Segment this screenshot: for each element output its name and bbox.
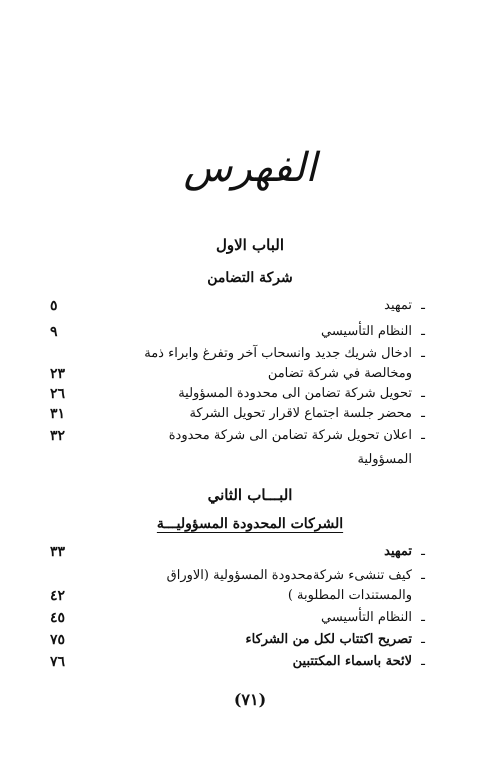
toc-entry-page: ٣٢ [50, 428, 66, 444]
page-number: (٧١) [233, 690, 267, 709]
toc-entry: ـ محضر جلسة اجتماع لاقرار تحويل الشركة ٣١ [50, 402, 430, 426]
toc-entry: ـ تمهيد ٣٣ [50, 540, 430, 564]
part-1-heading: الباب الاول [215, 236, 285, 254]
toc-entry-text: تحويل شركة تضامن الى محدودة المسؤولية [178, 386, 412, 401]
toc-entry: ـ كيف تنشىء شركةمحدودة المسؤولية (الاوراق والمستندات المطلوبة ) ٤٢ [50, 566, 430, 608]
toc-entry: ـ اعلان تحويل شركة تضامن الى شركة محدودة المسؤولية ٣٢ [50, 424, 430, 448]
toc-entry: ـ لائحة باسماء المكتتبين ٧٦ [50, 650, 430, 674]
toc-entry: ـ تصريح اكتتاب لكل من الشركاء ٧٥ [50, 628, 430, 652]
toc-entry: ـ تحويل شركة تضامن الى محدودة المسؤولية ٢٦ [50, 382, 430, 406]
toc-entry: ـ النظام التأسيسي ٤٥ [50, 606, 430, 630]
toc-entry: ـ تمهيد ٥ [50, 294, 430, 318]
toc-entry-page: ٧٥ [50, 632, 66, 648]
toc-entry-page: ٤٥ [50, 610, 66, 626]
toc-entry-text: كيف تنشىء شركةمحدودة المسؤولية (الاوراق والمستندات المطلوبة ) [166, 568, 412, 603]
part-2-subheading: الشركات المحدودة المسؤوليـــة [156, 516, 344, 532]
toc-entry-page: ٥ [50, 298, 58, 314]
toc-entry-page: ٣١ [50, 406, 66, 422]
part-2-heading: البـــاب الثاني [207, 486, 293, 504]
toc-entry: ـ ادخال شريك جديد وانسحاب آخر وتفرغ وابراء ذمة ومخالصة في شركة تضامن ٢٣ [50, 344, 430, 386]
toc-entry-page: ٧٦ [50, 654, 66, 670]
toc-entry-text: محضر جلسة اجتماع لاقرار تحويل الشركة [189, 406, 412, 421]
toc-entry-text: تمهيد [384, 544, 412, 559]
toc-entry-page: ٣٣ [50, 544, 66, 560]
toc-entry-text: اعلان تحويل شركة تضامن الى شركة محدودة المسؤولية [168, 428, 412, 467]
toc-entry-text: النظام التأسيسي [320, 324, 412, 339]
toc-entry-text: ادخال شريك جديد وانسحاب آخر وتفرغ وابراء ذمة ومخالصة في شركة تضامن [144, 346, 412, 381]
toc-entry-text: تمهيد [384, 298, 412, 313]
page-title: الفهرس [183, 145, 317, 191]
toc-entry-text: النظام التأسيسي [320, 610, 412, 625]
toc-entry: ـ النظام التأسيسي ٩ [50, 320, 430, 344]
part-1-subheading: شركة التضامن [207, 270, 293, 286]
toc-entry-page: ٩ [50, 324, 58, 340]
toc-entry-text: تصريح اكتتاب لكل من الشركاء [245, 632, 412, 647]
toc-entry-text: لائحة باسماء المكتتبين [292, 654, 412, 669]
toc-entry-page: ٢٦ [50, 386, 66, 402]
toc-entry-page: ٢٣ [50, 366, 66, 382]
toc-entry-page: ٤٢ [50, 588, 66, 604]
